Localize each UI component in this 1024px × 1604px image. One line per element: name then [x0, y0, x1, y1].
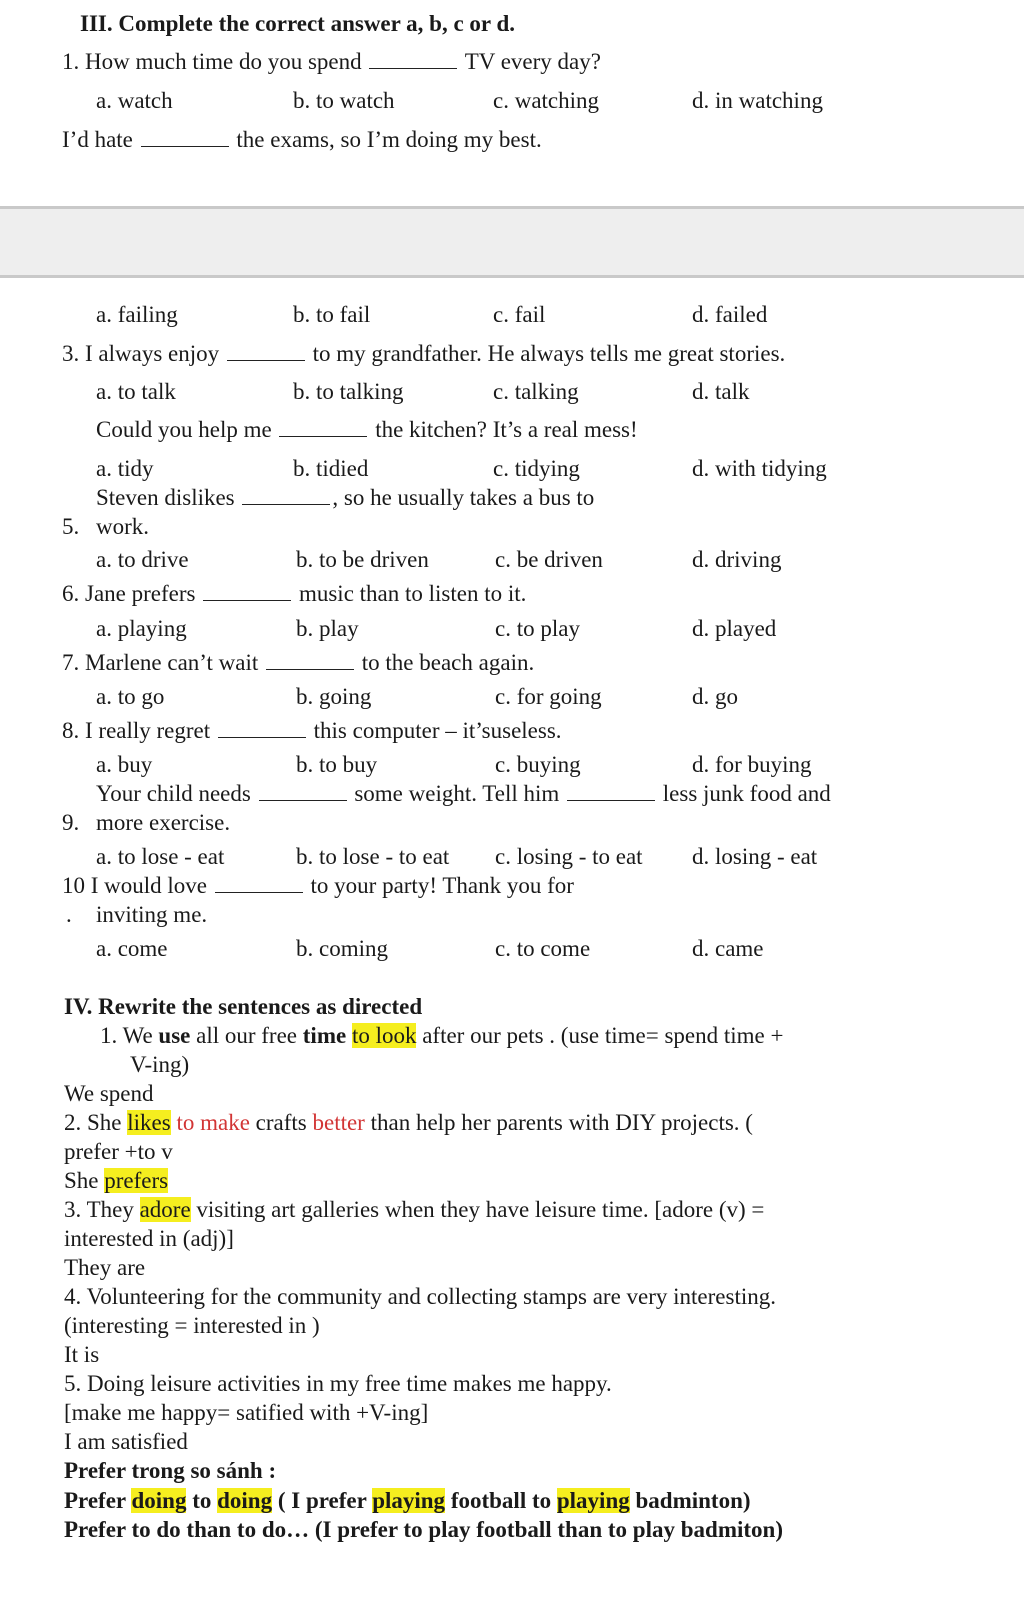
question-5 [96, 484, 594, 512]
q9-option-b: b. to lose - to eat [296, 844, 450, 869]
q7-option-c: c. for going [495, 684, 602, 709]
rewrite-5-continuation: [make me happy= satified with +V-ing] [64, 1400, 429, 1425]
rewrite-1-text: after our pets . (use time= spend time + [416, 1023, 784, 1048]
q2-stem: I’d hate [62, 127, 133, 152]
q5-continuation: work. [96, 514, 150, 539]
q8-option-d: d. for buying [692, 752, 812, 777]
question-10 [62, 872, 574, 900]
q5-option-d: d. driving [692, 547, 782, 572]
q9-stem-mid: some weight. Tell him [354, 781, 560, 806]
q7-stem: 7. Marlene can’t wait [62, 650, 259, 675]
q4-stem: Could you help me [96, 417, 272, 442]
q3-option-d: d. talk [692, 379, 750, 404]
q5-stem: Steven dislikes [96, 485, 235, 510]
q3-option-a: a. to talk [96, 379, 176, 404]
q6-option-c: c. to play [495, 616, 580, 641]
q9-stem: Your child needs [96, 781, 251, 806]
q1-blank [369, 50, 457, 69]
q9-continuation: more exercise. [96, 810, 231, 835]
q10-option-b: b. coming [296, 936, 388, 961]
question-2 [62, 126, 542, 154]
note-highlight: playing [372, 1488, 446, 1513]
rewrite-1-highlight: to look [351, 1023, 417, 1048]
note-text: football to [445, 1488, 557, 1513]
q5-stem-end: , so he usually takes a bus to [332, 485, 595, 510]
q8-stem: 8. I really regret [62, 718, 211, 743]
note-highlight: playing [556, 1488, 630, 1513]
q3-option-c: c. talking [493, 379, 579, 404]
rewrite-2-text: crafts [249, 1110, 313, 1135]
q4-stem-end: the kitchen? It’s a real mess! [375, 417, 638, 442]
question-7 [62, 649, 534, 677]
q9-stem-end: less junk food and [662, 781, 831, 806]
q6-stem-end: music than to listen to it. [298, 581, 527, 606]
rewrite-1-bold-time: time [302, 1023, 347, 1048]
q9-blank-1 [259, 782, 347, 801]
rewrite-2-answer-highlight: prefers [104, 1168, 169, 1193]
q10-continuation: inviting me. [96, 902, 208, 927]
note-text: to [186, 1488, 218, 1513]
q6-blank [203, 582, 291, 601]
q5-number: 5. [62, 514, 80, 539]
q10-option-c: c. to come [495, 936, 591, 961]
rewrite-1-continuation: V-ing) [130, 1052, 190, 1077]
q3-option-b: b. to talking [293, 379, 404, 404]
q2-stem-end: the exams, so I’m doing my best. [236, 127, 542, 152]
rewrite-1 [100, 1022, 783, 1050]
q6-option-d: d. played [692, 616, 777, 641]
q3-stem: 3. I always enjoy [62, 341, 220, 366]
q4-blank [279, 418, 367, 437]
q6-option-b: b. play [296, 616, 359, 641]
q10-blank [215, 874, 303, 893]
rewrite-2-highlight: likes [127, 1110, 171, 1135]
q5-option-a: a. to drive [96, 547, 189, 572]
q4-option-c: c. tidying [493, 456, 580, 481]
rewrite-4-answer: It is [64, 1342, 100, 1367]
q3-blank [227, 342, 305, 361]
q8-blank [218, 719, 306, 738]
note-text: badminton) [629, 1488, 751, 1513]
rewrite-4: 4. Volunteering for the community and collecting stamps are very interesting. [64, 1284, 776, 1309]
q2-option-c: c. fail [493, 302, 546, 327]
rewrite-3-text: 3. They [64, 1197, 140, 1222]
rewrite-2-red-text: to make [176, 1110, 250, 1135]
q7-blank [266, 651, 354, 670]
q4-option-b: b. tidied [293, 456, 369, 481]
rewrite-5: 5. Doing leisure activities in my free time makes me happy. [64, 1371, 612, 1396]
q8-stem-end: this computer – it’suseless. [313, 718, 562, 743]
section-3-title: III. Complete the correct answer a, b, c or d. [80, 11, 516, 36]
q10-option-a: a. come [96, 936, 168, 961]
q7-option-b: b. going [296, 684, 372, 709]
rewrite-2-answer-text: She [64, 1168, 105, 1193]
rewrite-1-bold-use: use [158, 1023, 191, 1048]
q7-option-d: d. go [692, 684, 738, 709]
q9-option-c: c. losing - to eat [495, 844, 643, 869]
note-text: ( I prefer [272, 1488, 373, 1513]
q2-option-d: d. failed [692, 302, 768, 327]
q5-option-c: c. be driven [495, 547, 603, 572]
q8-option-a: a. buy [96, 752, 153, 777]
q3-stem-end: to my grandfather. He always tells me great stories. [312, 341, 786, 366]
rewrite-2-answer [64, 1167, 168, 1195]
question-6 [62, 580, 526, 608]
q6-stem: 6. Jane prefers [62, 581, 196, 606]
rewrite-1-text: all our free [190, 1023, 303, 1048]
q9-option-d: d. losing - eat [692, 844, 818, 869]
q10-number: . [66, 902, 72, 927]
rewrite-3-answer: They are [64, 1255, 146, 1280]
q9-option-a: a. to lose - eat [96, 844, 225, 869]
q5-option-b: b. to be driven [296, 547, 429, 572]
rewrite-3-text: visiting art galleries when they have leisure time. [adore (v) = [190, 1197, 765, 1222]
q1-stem: 1. How much time do you spend [62, 49, 362, 74]
note-highlight: doing [131, 1488, 187, 1513]
rewrite-2-text: 2. She [64, 1110, 128, 1135]
rewrite-4-continuation: (interesting = interested in ) [64, 1313, 320, 1338]
rewrite-2 [64, 1109, 753, 1137]
q5-blank [242, 486, 330, 505]
q1-stem-end: TV every day? [464, 49, 601, 74]
q8-option-c: c. buying [495, 752, 581, 777]
note-text: Prefer [64, 1488, 132, 1513]
rewrite-1-answer: We spend [64, 1081, 154, 1106]
q10-stem: 10 I would love [62, 873, 208, 898]
q1-option-b: b. to watch [293, 88, 395, 113]
q4-option-a: a. tidy [96, 456, 154, 481]
image-gap-band [0, 206, 1024, 278]
prefer-note-line-1 [64, 1487, 751, 1515]
rewrite-5-answer: I am satisfied [64, 1429, 188, 1454]
q2-option-b: b. to fail [293, 302, 371, 327]
rewrite-3-highlight: adore [139, 1197, 191, 1222]
rewrite-3-continuation: interested in (adj)] [64, 1226, 234, 1251]
q10-stem-end: to your party! Thank you for [310, 873, 574, 898]
q6-option-a: a. playing [96, 616, 187, 641]
prefer-note-line-2: Prefer to do than to do… (I prefer to play football than to play badmiton) [64, 1517, 783, 1542]
question-3 [62, 340, 785, 368]
q1-option-c: c. watching [493, 88, 600, 113]
rewrite-1-text: 1. We [100, 1023, 159, 1048]
q4-option-d: d. with tidying [692, 456, 827, 481]
q9-blank-2 [567, 782, 655, 801]
q2-option-a: a. failing [96, 302, 178, 327]
q10-option-d: d. came [692, 936, 764, 961]
q1-option-d: d. in watching [692, 88, 823, 113]
question-9 [96, 780, 831, 808]
rewrite-2-text: than help her parents with DIY projects. ( [364, 1110, 753, 1135]
q2-blank [141, 128, 229, 147]
q9-number: 9. [62, 810, 80, 835]
q7-option-a: a. to go [96, 684, 165, 709]
question-8 [62, 717, 562, 745]
prefer-note-title: Prefer trong so sánh : [64, 1458, 277, 1483]
q1-option-a: a. watch [96, 88, 173, 113]
rewrite-2-continuation: prefer +to v [64, 1139, 173, 1164]
q7-stem-end: to the beach again. [361, 650, 535, 675]
question-4 [96, 416, 638, 444]
rewrite-3 [64, 1196, 764, 1224]
section-4-title: IV. Rewrite the sentences as directed [64, 994, 423, 1019]
rewrite-2-red-text: better [312, 1110, 365, 1135]
note-highlight: doing [217, 1488, 273, 1513]
q8-option-b: b. to buy [296, 752, 378, 777]
question-1 [62, 48, 601, 76]
